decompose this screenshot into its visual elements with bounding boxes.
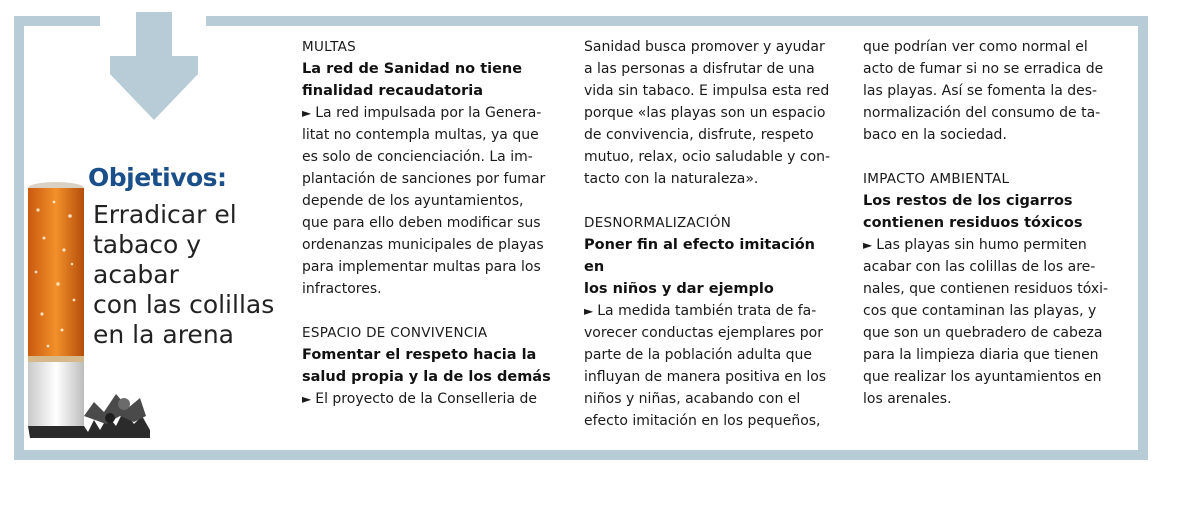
section-kicker: IMPACTO AMBIENTAL bbox=[863, 171, 1010, 187]
down-arrow-icon bbox=[108, 12, 200, 122]
section-headline: Los restos de los cigarros contienen residuos tóxicos bbox=[863, 193, 1083, 231]
section-espacio-convivencia bbox=[302, 322, 552, 410]
objetivos-title: Objetivos: bbox=[88, 163, 227, 192]
triangle-marker-icon: ► bbox=[584, 304, 594, 318]
column-2 bbox=[584, 36, 834, 454]
section-kicker: MULTAS bbox=[302, 39, 356, 55]
triangle-marker-icon: ► bbox=[302, 106, 312, 120]
section-headline: Poner fin al efecto imitación en los niños y dar ejemplo bbox=[584, 237, 815, 297]
section-kicker: DESNORMALIZACIÓN bbox=[584, 215, 732, 231]
section-body-text: Sanidad busca promover y ayudar a las personas a disfrutar de una vida sin tabaco. E impulsa esta red porque «las playas son un espacio de convivencia, disfrute, respeto mutuo, relax, ocio saludable y con- tacto con la naturaleza». bbox=[584, 39, 831, 187]
section-body-text: Las playas sin humo permiten acabar con las colillas de los are- nales, que contienen residuos tóxi- cos que contaminan las playas, y que son un quebradero de cabeza para la limpieza diaria que tienen que realizar los ayuntamientos en los arenales. bbox=[863, 237, 1109, 407]
section-body bbox=[302, 388, 552, 410]
section-continuation bbox=[584, 36, 834, 190]
section-body-text: La medida también trata de fa- vorecer conductas ejemplares por parte de la población adulta que influyan de manera positiva en los niños y niñas, acabando con el efecto imitación en los pequeños, bbox=[584, 303, 827, 429]
section-body bbox=[302, 102, 552, 300]
section-impacto-ambiental bbox=[863, 168, 1113, 410]
triangle-marker-icon: ► bbox=[863, 238, 873, 252]
section-body bbox=[863, 234, 1113, 410]
section-body-text: que podrían ver como normal el acto de fumar si no se erradica de las playas. Así se fomenta la des- normalización del consumo de ta- baco en la sociedad. bbox=[863, 39, 1104, 143]
section-body bbox=[584, 300, 834, 432]
section-headline: Fomentar el respeto hacia la salud propia y la de los demás bbox=[302, 347, 551, 385]
column-1 bbox=[302, 36, 552, 432]
section-continuation bbox=[863, 36, 1113, 146]
section-body-text: La red impulsada por la Genera- litat no contempla multas, ya que es solo de concienciación. La im- plantación de sanciones por fumar depende de los ayuntamientos, que para ello deben modificar sus ordenanzas municipales de playas para implementar multas para los infractores. bbox=[302, 105, 546, 297]
section-desnormalizacion bbox=[584, 212, 834, 432]
objetivos-text: Erradicar el tabaco y acabar con las colillas en la arena bbox=[93, 200, 275, 349]
section-headline: La red de Sanidad no tiene finalidad recaudatoria bbox=[302, 61, 523, 99]
section-body-text: El proyecto de la Conselleria de bbox=[315, 391, 537, 407]
section-multas bbox=[302, 36, 552, 300]
section-kicker: ESPACIO DE CONVIVENCIA bbox=[302, 325, 488, 341]
triangle-marker-icon: ► bbox=[302, 392, 312, 406]
column-3 bbox=[863, 36, 1113, 432]
